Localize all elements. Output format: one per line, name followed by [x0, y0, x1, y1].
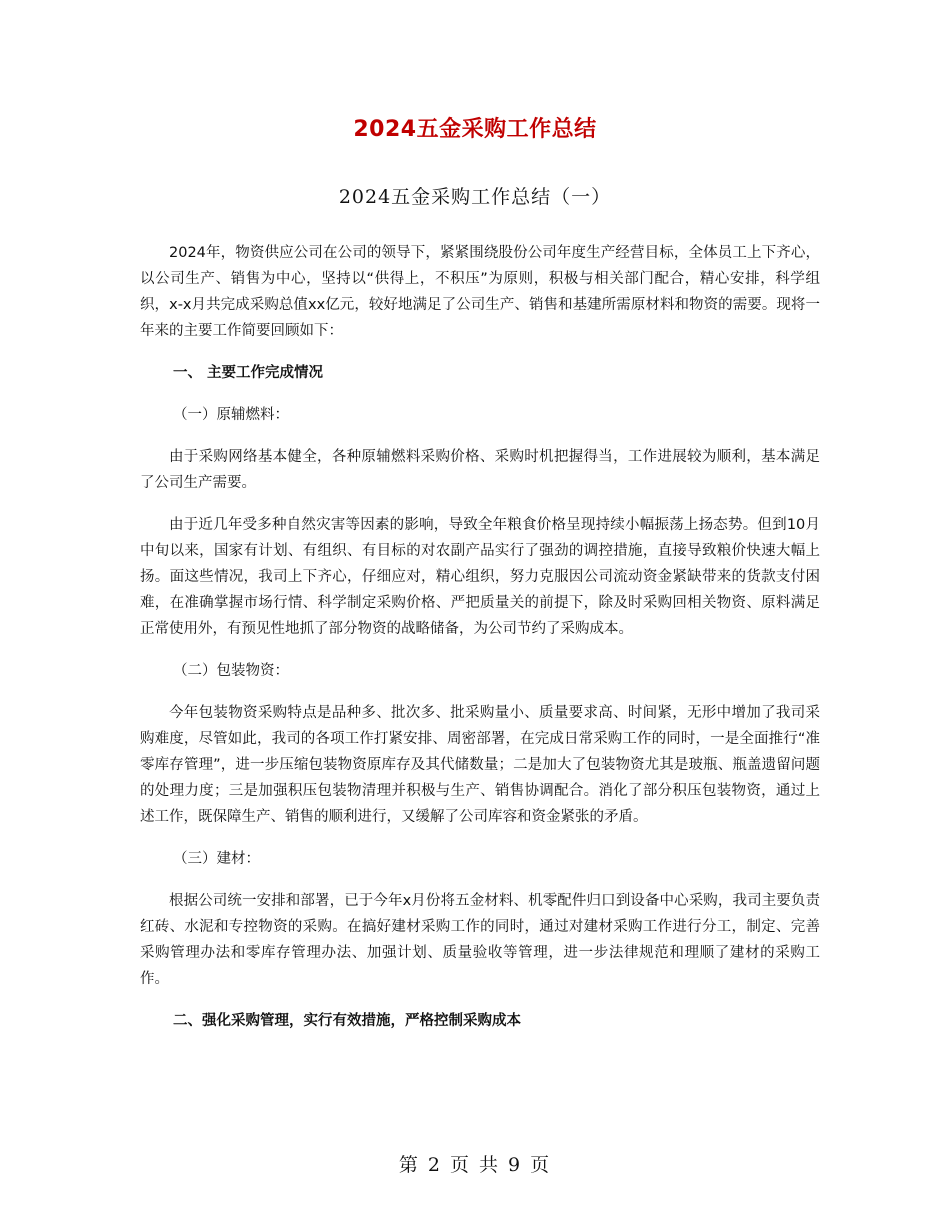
section-heading-2: 二、强化采购管理，实行有效措施，严格控制采购成本 [173, 1013, 521, 1029]
paragraph-building-materials: 根据公司统一安排和部署，已于今年x月份将五金材料、机零配件归口到设备中心采购，我司主要负责红砖、水泥和专控物资的采购。在搞好建材采购工作的同时，通过对建材采购工作进行分工，制定、完善采购管理办法和零库存管理办法、加强计划、质量验收等管理，进一步法律规范和理顺了建材的采购工作。 [140, 893, 820, 987]
page-footer: 第 2 页 共 9 页 [398, 1154, 552, 1176]
paragraph-raw-materials-2: 由于近几年受多种自然灾害等因素的影响，导致全年粮食价格呈现持续小幅振荡上扬态势。但到10月中旬以来，国家有计划、有组织、有目标的对农副产品实行了强劲的调控措施，直接导致粮价快速大幅上扬。面这些情况，我司上下齐心，仔细应对，精心组织，努力克服因公司流动资金紧缺带来的货款支付困难，在准确掌握市场行情、科学制定采购价格、严把质量关的前提下，除及时采购回相关物资、原料满足正常使用外，有预见性地抓了部分物资的战略储备，为公司节约了采购成本。 [140, 517, 820, 637]
subsection-heading-packaging: （二）包装物资： [173, 663, 289, 679]
subsection-heading-raw-materials: （一）原辅燃料： [173, 407, 289, 423]
paragraph-raw-materials-1: 由于采购网络基本健全，各种原辅燃料采购价格、采购时机把握得当，工作进展较为顺利，基本满足了公司生产需要。 [140, 449, 820, 491]
paragraph-packaging: 今年包装物资采购特点是品种多、批次多、批采购量小、质量要求高、时间紧，无形中增加了我司采购难度，尽管如此，我司的各项工作打紧安排、周密部署，在完成日常采购工作的同时，一是全面推行“准零库存管理”，进一步压缩包装物资原库存及其代储数量；二是加大了包装物资尤其是玻瓶、瓶盖遗留问题的处理力度；三是加强积压包装物清理并积极与生产、销售协调配合。消化了部分积压包装物资，通过上述工作，既保障生产、销售的顺利进行，又缓解了公司库容和资金紧张的矛盾。 [140, 705, 820, 825]
document-body [140, 240, 820, 1050]
intro-paragraph: 2024年，物资供应公司在公司的领导下，紧紧围绕股份公司年度生产经营目标，全体员工上下齐心，以公司生产、销售为中心，坚持以“供得上，不积压”为原则，积极与相关部门配合，精心安排，科学组织，x-x月共完成采购总值xx亿元，较好地满足了公司生产、销售和基建所需原材料和物资的需要。现将一年来的主要工作简要回顾如下： [140, 245, 820, 339]
document-title: 2024五金采购工作总结 [353, 117, 597, 142]
section-heading-1: 一、 主要工作完成情况 [173, 365, 324, 381]
document-subtitle: 2024五金采购工作总结（一） [338, 186, 612, 208]
subsection-heading-building-materials: （三）建材： [173, 851, 260, 867]
